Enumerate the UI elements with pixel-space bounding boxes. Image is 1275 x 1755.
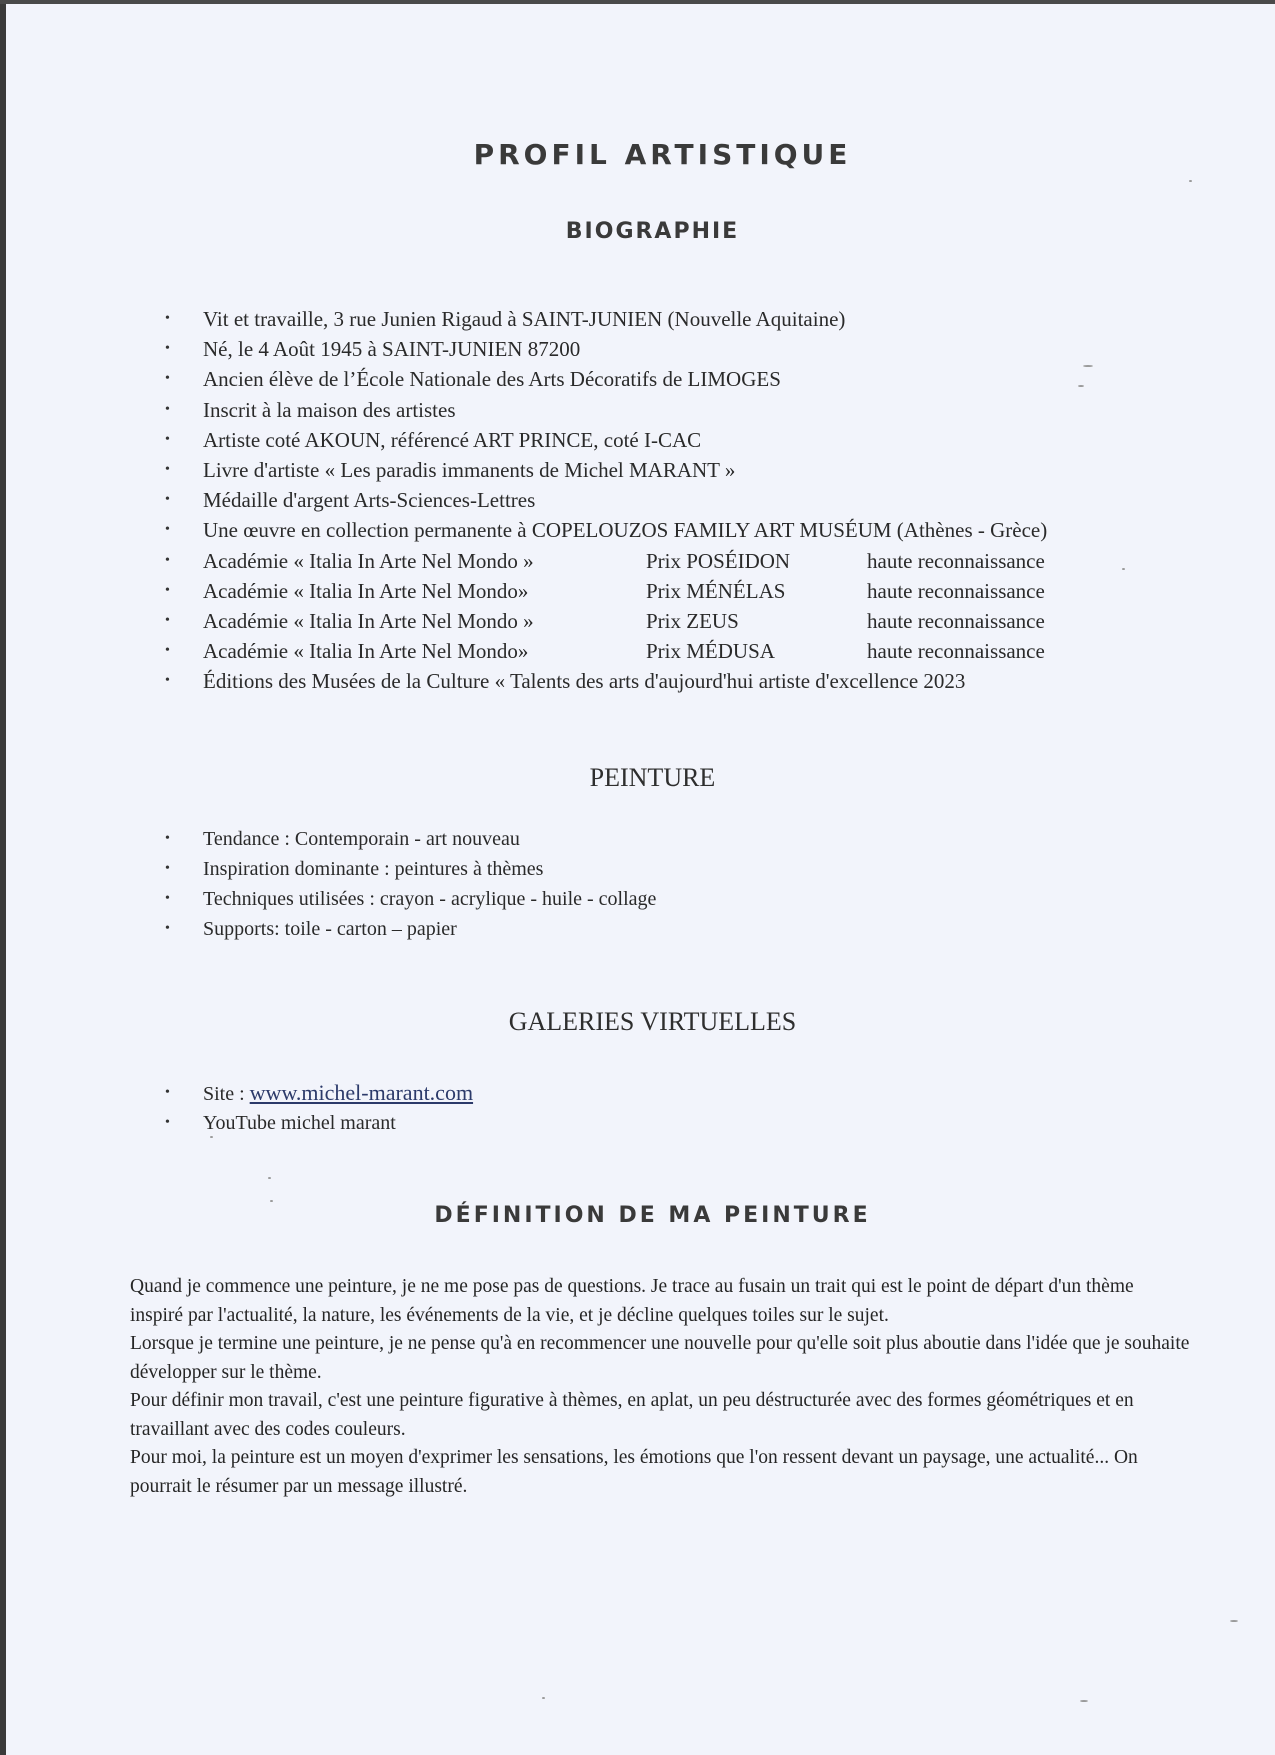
scan-speck — [1122, 568, 1125, 570]
bullet-icon: • — [165, 311, 170, 326]
list-item: • Inspiration dominante : peintures à thèmes — [0, 854, 656, 884]
website-link[interactable]: www.michel-marant.com — [249, 1080, 474, 1105]
painting-list — [0, 824, 656, 944]
list-item: • Éditions des Musées de la Culture « Talents des arts d'aujourd'hui artiste d'excellence 2023 — [0, 666, 1047, 696]
galleries-heading: GALERIES VIRTUELLES — [508, 1007, 797, 1036]
scan-speck — [210, 1136, 213, 1138]
academy-name: Académie « Italia In Arte Nel Mondo » — [203, 608, 534, 633]
list-item: • Une œuvre en collection permanente à COPELOUZOS FAMILY ART MUSÉUM (Athènes - Grèce) — [0, 515, 1047, 545]
bullet-icon: • — [165, 582, 170, 598]
bullet-icon: • — [165, 921, 170, 936]
list-item: • Vit et travaille, 3 rue Junien Rigaud à SAINT-JUNIEN (Nouvelle Aquitaine) — [0, 304, 1047, 334]
academy-rank: haute reconnaissance — [867, 639, 1045, 664]
site-label: Site : — [203, 1083, 250, 1105]
bullet-icon: • — [165, 612, 170, 628]
definition-heading: DÉFINITION DE MA PEINTURE — [434, 1203, 871, 1228]
list-item: • Artiste coté AKOUN, référencé ART PRINCE, coté I-CAC — [0, 425, 1047, 455]
bullet-icon: • — [165, 643, 170, 659]
definition-paragraph: Lorsque je termine une peinture, je ne pense qu'à en recommencer une nouvelle pour qu'elle soit plus aboutie dans l'idée que je souhaite développer sur le thème. — [130, 1333, 1190, 1383]
list-item: • Ancien élève de l’École Nationale des Arts Décoratifs de LIMOGES — [0, 364, 1047, 394]
bullet-icon: • — [165, 461, 170, 477]
definition-paragraph: Pour définir mon travail, c'est une peinture figurative à thèmes, en aplat, un peu déstructurée avec des formes géométriques et en travaillant avec des codes couleurs. — [130, 1390, 1134, 1440]
scan-speck — [1078, 385, 1084, 387]
biography-list — [0, 304, 1047, 696]
bullet-icon: • — [165, 831, 170, 846]
page-title: PROFIL ARTISTIQUE — [473, 138, 852, 171]
scan-speck — [1230, 1620, 1238, 1622]
biography-heading: BIOGRAPHIE — [565, 219, 740, 244]
academy-rank: haute reconnaissance — [867, 548, 1045, 573]
bullet-icon: • — [165, 1085, 170, 1100]
academy-rank: haute reconnaissance — [867, 578, 1045, 603]
list-item: • Techniques utilisées : crayon - acrylique - huile - collage — [0, 884, 656, 914]
academy-rank: haute reconnaissance — [867, 608, 1045, 633]
bullet-icon: • — [165, 492, 170, 508]
scan-border-top — [0, 0, 1275, 4]
bullet-icon: • — [165, 431, 170, 447]
scan-speck — [1189, 180, 1192, 182]
list-item — [0, 1108, 473, 1138]
bullet-icon: • — [165, 341, 170, 357]
list-item: • Né, le 4 Août 1945 à SAINT-JUNIEN 87200 — [0, 334, 1047, 364]
scan-speck — [268, 1177, 271, 1179]
academy-prize: Prix ZEUS — [646, 608, 739, 633]
painting-heading: PEINTURE — [589, 763, 716, 792]
scan-speck — [1083, 365, 1093, 367]
bullet-icon: • — [165, 552, 170, 568]
academy-row — [0, 636, 1047, 666]
academy-prize: Prix MÉNÉLAS — [646, 578, 786, 603]
definition-body — [130, 1273, 1190, 1501]
academy-name: Académie « Italia In Arte Nel Mondo » — [203, 548, 534, 573]
bullet-icon: • — [165, 371, 170, 387]
list-item: • Tendance : Contemporain - art nouveau — [0, 824, 656, 854]
definition-paragraph: Quand je commence une peinture, je ne me pose pas de questions. Je trace au fusain un trait qui est le point de départ d'un thème inspiré par l'actualité, la nature, les événements de la vie, et je décline quelques toiles sur le sujet. — [130, 1276, 1134, 1326]
list-item: • Inscrit à la maison des artistes — [0, 395, 1047, 425]
bullet-icon: • — [165, 401, 170, 417]
bullet-icon: • — [165, 673, 170, 689]
academy-row — [0, 576, 1047, 606]
list-item: • Livre d'artiste « Les paradis immanents de Michel MARANT » — [0, 455, 1047, 485]
bullet-icon: • — [165, 522, 170, 538]
academy-name: Académie « Italia In Arte Nel Mondo» — [203, 578, 529, 603]
definition-paragraph: Pour moi, la peinture est un moyen d'exprimer les sensations, les émotions que l'on ressent devant un paysage, une actualité... On pourrait le résumer par un message illustré. — [130, 1447, 1138, 1497]
academy-row — [0, 546, 1047, 576]
scan-speck — [542, 1697, 545, 1699]
list-item — [0, 1078, 473, 1108]
academy-prize: Prix MÉDUSA — [646, 639, 775, 664]
bullet-icon: • — [165, 861, 170, 876]
list-item: • Supports: toile - carton – papier — [0, 914, 656, 944]
scan-speck — [1080, 1700, 1088, 1702]
list-item: • Médaille d'argent Arts-Sciences-Lettres — [0, 485, 1047, 515]
academy-name: Académie « Italia In Arte Nel Mondo» — [203, 639, 529, 664]
academy-row — [0, 606, 1047, 636]
academy-prize: Prix POSÉIDON — [646, 548, 791, 573]
gallery-list — [0, 1078, 473, 1138]
scan-speck — [270, 1200, 273, 1202]
youtube-label: YouTube michel marant — [203, 1112, 396, 1134]
bullet-icon: • — [165, 891, 170, 906]
bullet-icon: • — [165, 1115, 170, 1130]
